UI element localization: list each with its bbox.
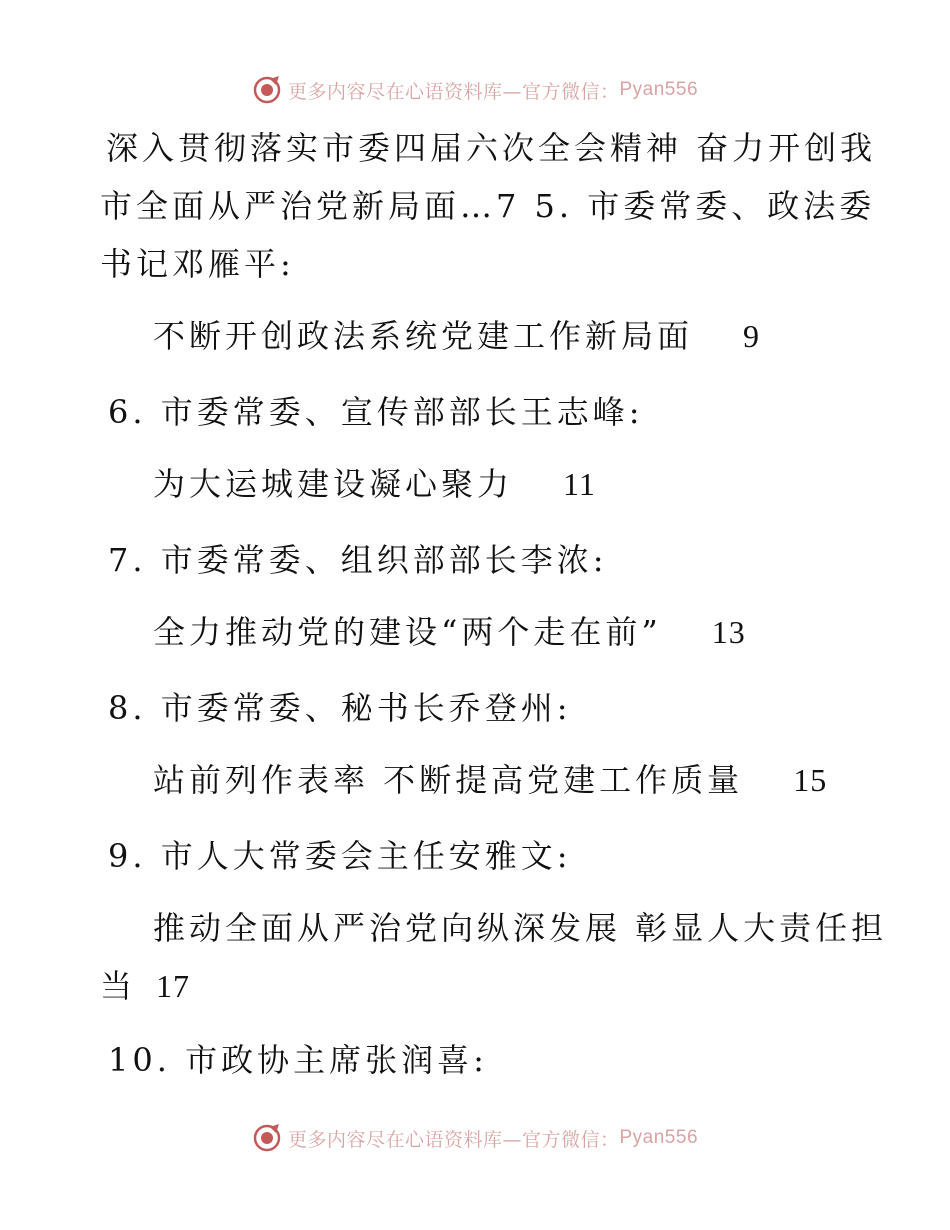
watermark-handle: Pyan556: [619, 1127, 699, 1148]
page-number: 9: [743, 318, 761, 354]
toc-line-3: 书记邓雁平:: [100, 245, 295, 283]
page-number: 15: [793, 762, 828, 798]
toc-entry-title: 推动全面从严治党向纵深发展 彰显人大责任担: [153, 909, 888, 947]
toc-line-1: 深入贯彻落实市委四届六次全会精神 奋力开创我: [106, 129, 877, 167]
toc-entry-author: 7. 市委常委、组织部部长李浓:: [108, 541, 608, 579]
watermark-handle: Pyan556: [619, 79, 699, 100]
page-number: 11: [563, 466, 596, 502]
toc-entry-title-continued: 当 17: [100, 967, 191, 1005]
page-number: 13: [711, 614, 746, 650]
toc-entry-title: 为大运城建设凝心聚力 11: [153, 465, 596, 503]
toc-entry-author: 10. 市政协主席张润喜:: [108, 1041, 488, 1079]
toc-entry-title: 不断开创政法系统党建工作新局面 9: [153, 317, 761, 355]
footer-watermark: [0, 1118, 950, 1158]
toc-entry-author: 9. 市人大常委会主任安雅文:: [108, 837, 572, 875]
pen-logo-icon: [252, 1123, 282, 1153]
toc-entry-title: 全力推动党的建设“两个走在前” 13: [153, 613, 746, 651]
page-number: 17: [156, 968, 191, 1004]
toc-line-2: 市全面从严治党新局面…7 5. 市委常委、政法委: [100, 187, 876, 225]
toc-entry-title: 站前列作表率 不断提高党建工作质量 15: [153, 761, 828, 799]
toc-entry-author: 6. 市委常委、宣传部部长王志峰:: [108, 393, 644, 431]
watermark-text: 更多内容尽在心语资料库—官方微信：: [287, 80, 620, 103]
watermark-text: 更多内容尽在心语资料库—官方微信：: [287, 1128, 620, 1151]
toc-entry-author: 8. 市委常委、秘书长乔登州:: [108, 689, 572, 727]
